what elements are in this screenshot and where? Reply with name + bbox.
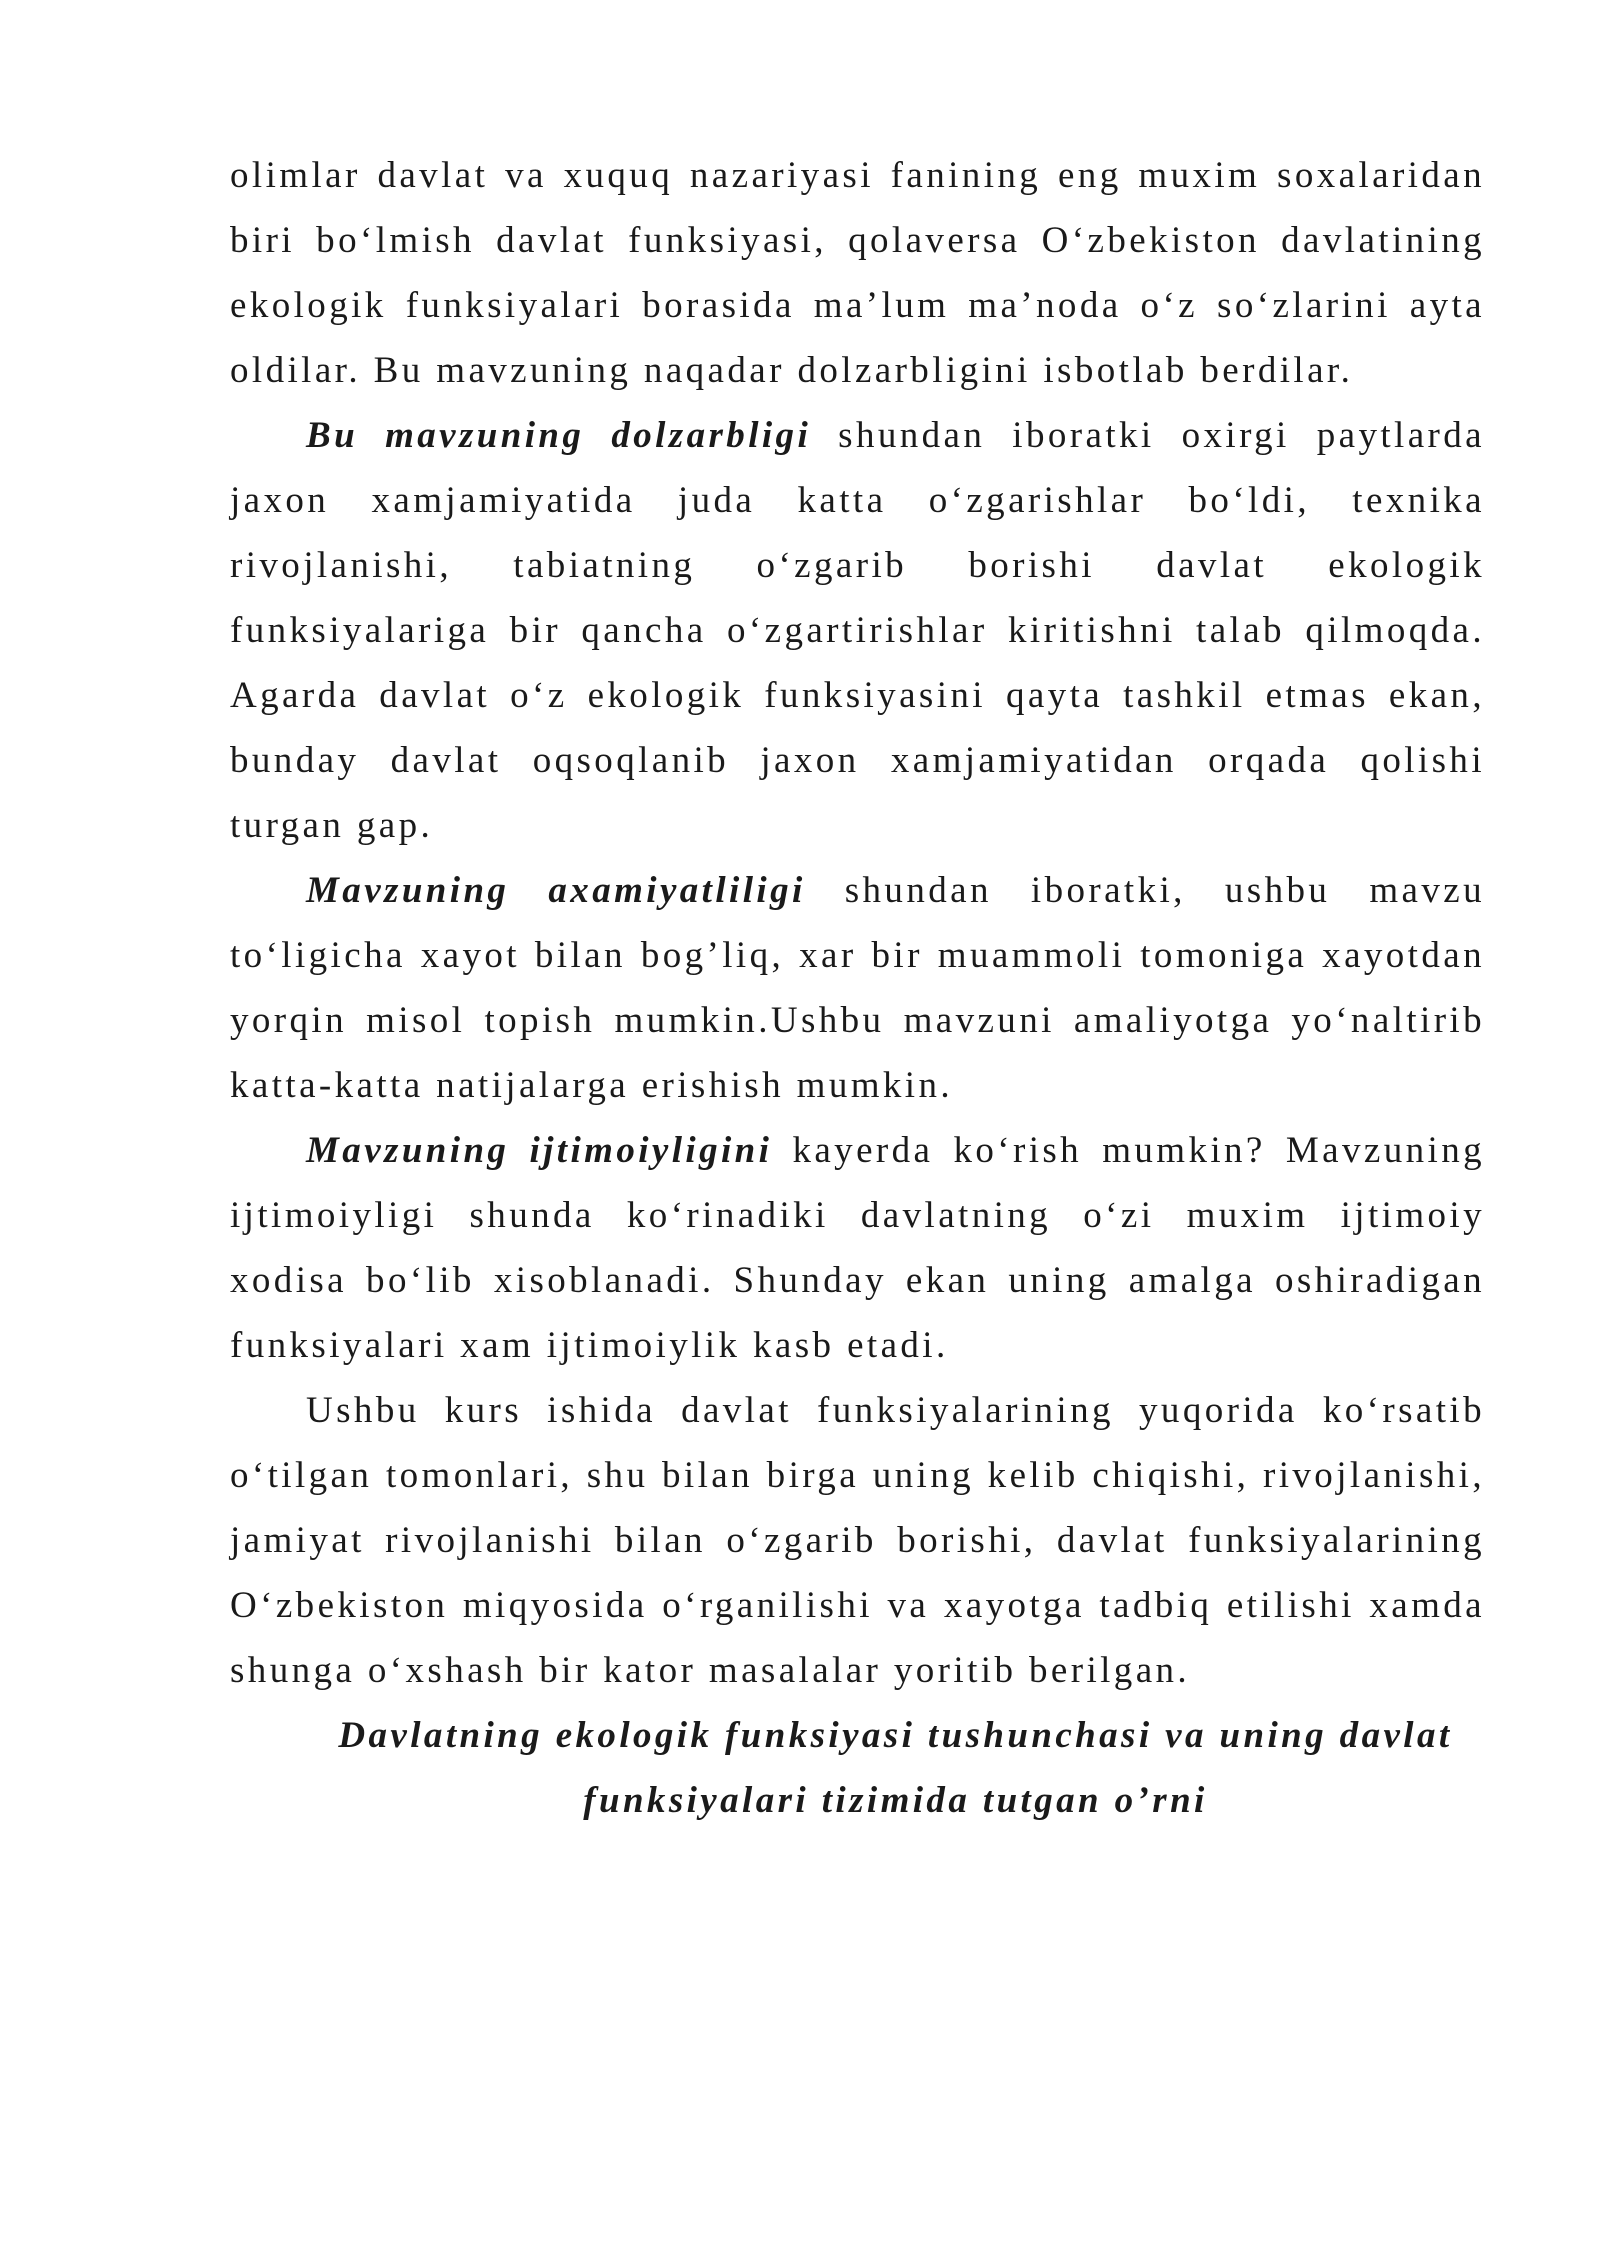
paragraph-importance — [230, 858, 1485, 1118]
paragraph-text: olimlar davlat va xuquq nazariyasi fanining eng muxim soxalaridan biri bo‘lmish davlat funksiyasi, qolaversa O‘zbekiston davlatining ekologik funksiyalari borasida ma’lum ma’noda o‘z so‘zlarini ayta oldilar. Bu mavzuning naqadar dolzarbligini isbotlab berdilar. — [230, 155, 1485, 391]
section-heading-line-2: funksiyalari tizimida tutgan o’rni — [583, 1780, 1208, 1821]
section-heading — [230, 1703, 1485, 1833]
term-social: Mavzuning ijtimoiyligini — [306, 1130, 773, 1171]
term-relevance: Bu mavzuning dolzarbligi — [306, 415, 812, 456]
paragraph-text: kayerda ko‘rish mumkin? Mavzuning ijtimoiyligi shunda ko‘rinadiki davlatning o‘zi muxim ijtimoiy xodisa bo‘lib xisoblanadi. Shunday ekan uning amalga oshiradigan funksiyalari xam ijtimoiylik kasb etadi. — [230, 1130, 1485, 1366]
paragraph-text: Ushbu kurs ishida davlat funksiyalarining yuqorida ko‘rsatib o‘tilgan tomonlari, shu bilan birga uning kelib chiqishi, rivojlanishi, jamiyat rivojlanishi bilan o‘zgarib borishi, davlat funksiyalarining O‘zbekiston miqyosida o‘rganilishi va xayotga tadbiq etilishi xamda shunga o‘xshash bir kator masalalar yoritib berilgan. — [230, 1390, 1485, 1691]
document-page — [230, 143, 1485, 1833]
paragraph-social — [230, 1118, 1485, 1378]
paragraph-relevance — [230, 403, 1485, 858]
term-importance: Mavzuning axamiyatliligi — [306, 870, 806, 911]
paragraph-coursework-scope — [230, 1378, 1485, 1703]
paragraph-text: shundan iboratki oxirgi paytlarda jaxon xamjamiyatida juda katta o‘zgarishlar bo‘ldi, texnika rivojlanishi, tabiatning o‘zgarib borishi davlat ekologik funksiyalariga bir qancha o‘zgartirishlar kiritishni talab qilmoqda. Agarda davlat o‘z ekologik funksiyasini qayta tashkil etmas ekan, bunday davlat oqsoqlanib jaxon xamjamiyatidan orqada qolishi turgan gap. — [230, 415, 1485, 846]
paragraph-intro-continuation — [230, 143, 1485, 403]
paragraph-text: shundan iboratki, ushbu mavzu to‘ligicha xayot bilan bog’liq, xar bir muammoli tomoniga xayotdan yorqin misol topish mumkin.Ushbu mavzuni amaliyotga yo‘naltirib katta-katta natijalarga erishish mumkin. — [230, 870, 1485, 1106]
section-heading-line-1: Davlatning ekologik funksiyasi tushunchasi va uning davlat — [338, 1715, 1453, 1756]
